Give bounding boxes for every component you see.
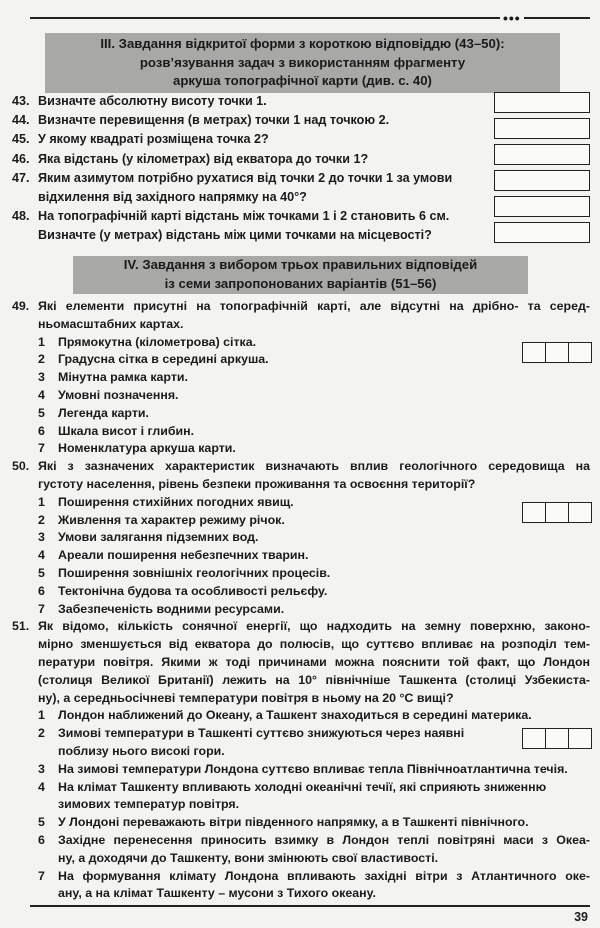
option-text-line: Умовні позначення. [58, 387, 179, 402]
bottom-rule [30, 905, 590, 907]
answer-cell[interactable] [523, 343, 546, 362]
question-number: 43. [12, 94, 30, 108]
header-dots: ••• [500, 12, 524, 24]
answer-option [12, 387, 590, 405]
option-text-line: Лондон наближений до Океану, а Ташкент знаходиться в середині материка. [58, 708, 532, 723]
page-number: 39 [574, 910, 588, 924]
answer-cell[interactable] [569, 503, 591, 522]
question-text-line: ньомасштабних картах. [38, 316, 184, 331]
heading-line: IV. Завдання з вибором трьох правильних відповідей [123, 257, 478, 272]
answer-cell[interactable] [546, 343, 569, 362]
heading-line: із семи запропонованих варіантів (51–56) [164, 275, 437, 291]
question [12, 458, 590, 494]
question-text-line: Визначте абсолютну висоту точки 1. [38, 94, 267, 108]
question-text-line: Які елементи присутні на топографічній карті, але відсутні на дрібно- та серед- [38, 299, 590, 313]
answer-box-48[interactable] [494, 222, 590, 243]
answer-option [12, 779, 590, 815]
option-text-line: Легенда карти. [58, 405, 149, 420]
heading-line: аркуша топографічної карти (див. с. 40) [173, 73, 432, 88]
answer-cell[interactable] [546, 503, 569, 522]
question-text-line: Які з зазначених характеристик визначають вплив геологічного середовища на [38, 459, 590, 474]
option-number: 4 [38, 779, 45, 794]
option-text-line: Шкала висот і глибин. [58, 423, 195, 438]
option-number: 3 [38, 761, 45, 776]
heading-line: розв’язування задач з використанням фрагменту [139, 54, 466, 70]
option-number: 6 [38, 832, 45, 847]
option-text-line: поблизу нього високі гори. [58, 743, 225, 758]
option-number: 1 [38, 494, 45, 509]
question-number: 46. [12, 151, 30, 166]
option-text-line: Поширення зовнішніх геологічних процесів. [58, 565, 331, 580]
answer-box-47[interactable] [494, 196, 590, 217]
option-text-line: На клімат Ташкенту впливають холодні океанічні течії, які сприяють зниженню [58, 779, 547, 794]
question-text-line: У якому квадраті розміщена точка 2? [38, 132, 269, 147]
question [12, 298, 590, 334]
question-number: 48. [12, 209, 30, 224]
option-number: 7 [38, 601, 45, 616]
option-text-line: На зимові температури Лондона суттєво впливає тепла Північноатлантична течія. [58, 761, 568, 776]
option-text-line: ну, а доходячи до Ташкенту, вони змінюють свої властивості. [58, 850, 439, 865]
option-number: 6 [38, 583, 45, 598]
option-text-line: Живлення та характер режиму річок. [58, 512, 285, 527]
question [12, 130, 487, 149]
section-3-heading [45, 33, 560, 93]
option-text-line: Західне перенесення приносить взимку в Лондон теплі повітряні маси з Океа- [58, 832, 590, 847]
answer-boxes-51[interactable] [522, 728, 592, 749]
option-text-line: У Лондоні переважають вітри південного напрямку, а в Ташкенті північного. [58, 815, 529, 830]
question [12, 618, 590, 707]
answer-option [12, 725, 590, 761]
section-4-questions [12, 298, 590, 903]
answer-boxes-50[interactable] [522, 502, 592, 523]
answer-box-45[interactable] [494, 144, 590, 165]
answer-box-44[interactable] [494, 118, 590, 139]
option-text-line: Мінутна рамка карти. [58, 370, 188, 385]
answer-option [12, 440, 590, 458]
option-number: 2 [38, 726, 45, 741]
answer-option [12, 547, 590, 565]
answer-option [12, 583, 590, 601]
answer-option [12, 423, 590, 441]
question-number: 45. [12, 132, 30, 147]
question-text-line: На топографічній карті відстань між точками 1 і 2 становить 6 см. [38, 209, 450, 224]
question-text-line: відхилення від західного напрямку на 40°? [38, 190, 307, 205]
question-text-line: (столиця Великої Британії) лежить на 10° північніше Ташкента (столиці Узбекиста- [38, 672, 590, 687]
heading-line: ІІІ. Завдання відкритої форми з короткою відповіддю (43–50): [100, 36, 505, 51]
option-number: 1 [38, 708, 45, 723]
answer-option [12, 761, 590, 779]
option-text-line: Прямокутна (кілометрова) сітка. [58, 334, 257, 349]
question-number: 51. [12, 619, 30, 634]
option-text-line: зимових температур повітря. [58, 797, 240, 812]
section-3-questions [12, 92, 487, 246]
question-text-line: Визначте (у метрах) відстань між цими точками на місцевості? [38, 228, 432, 243]
question-text-line: ператури повітря. Якими ж тоді причинами можна пояснити той факт, що Лондон [38, 654, 590, 669]
question [12, 207, 487, 245]
option-number: 6 [38, 423, 45, 438]
answer-option [12, 512, 590, 530]
answer-box-46[interactable] [494, 170, 590, 191]
option-text-line: Зимові температури в Ташкенті суттєво знижуються через наявні [58, 726, 465, 741]
answer-cell[interactable] [569, 343, 591, 362]
option-text-line: Забезпеченість водними ресурсами. [58, 601, 285, 616]
answer-cell[interactable] [523, 729, 546, 748]
answer-cell[interactable] [569, 729, 591, 748]
option-number: 4 [38, 548, 45, 563]
option-text-line: Ареали поширення небезпечних тварин. [58, 548, 309, 563]
answer-option [12, 814, 590, 832]
question-number: 50. [12, 459, 30, 474]
answer-cell[interactable] [523, 503, 546, 522]
answer-option [12, 832, 590, 868]
option-text-line: Умови залягання підземних вод. [58, 530, 259, 545]
answer-option [12, 369, 590, 387]
option-text-line: Градусна сітка в середині аркуша. [58, 352, 269, 367]
answer-boxes-49[interactable] [522, 342, 592, 363]
answer-option [12, 529, 590, 547]
question-text-line: Визначте перевищення (в метрах) точки 1 над точкою 2. [38, 113, 390, 128]
answer-option [12, 601, 590, 619]
question-text-line: густоту населення, рівень безпеки проживання та освоєння території? [38, 476, 476, 491]
option-number: 5 [38, 815, 45, 830]
answer-cell[interactable] [546, 729, 569, 748]
answer-option [12, 405, 590, 423]
question-text-line: ну), а середньосічневі температури повітря в ньому на 20 °C вищі? [38, 690, 454, 705]
question-number: 44. [12, 113, 30, 128]
question [12, 150, 487, 169]
question-text-line: Як відомо, кількість сонячної енергії, що надходить на земну поверхню, законо- [38, 619, 590, 634]
section-4-heading [73, 256, 528, 294]
option-number: 2 [38, 512, 45, 527]
question [12, 92, 487, 111]
option-number: 5 [38, 565, 45, 580]
question-number: 47. [12, 170, 30, 185]
option-text-line: ану, а на клімат Ташкенту – мусони з Тихого океану. [58, 886, 376, 901]
option-text-line: Тектонічна будова та особливості рельєфу. [58, 583, 328, 598]
answer-box-43[interactable] [494, 92, 590, 113]
question-number: 49. [12, 299, 30, 313]
option-text-line: На формування клімату Лондона впливають західні вітри з Атлантичного оке- [58, 868, 590, 883]
option-text-line: Поширення стихійних погодних явищ. [58, 494, 294, 509]
option-number: 4 [38, 387, 45, 402]
option-number: 3 [38, 370, 45, 385]
answer-option [12, 707, 590, 725]
option-number: 5 [38, 405, 45, 420]
answer-option [12, 868, 590, 904]
option-text-line: Номенклатура аркуша карти. [58, 441, 236, 456]
question-text-line: Яким азимутом потрібно рухатися від точки 2 до точки 1 за умови [38, 170, 453, 185]
answer-option [12, 351, 590, 369]
option-number: 7 [38, 441, 45, 456]
question [12, 111, 487, 130]
answer-option [12, 334, 590, 352]
answer-option [12, 565, 590, 583]
option-number: 3 [38, 530, 45, 545]
question [12, 169, 487, 207]
option-number: 1 [38, 334, 45, 349]
option-number: 2 [38, 352, 45, 367]
question-text-line: мірно зменшується від екватора до полюсів, що суттєво впливає на розподіл тем- [38, 637, 590, 652]
question-text-line: Яка відстань (у кілометрах) від екватора до точки 1? [38, 151, 369, 166]
option-number: 7 [38, 868, 45, 883]
answer-option [12, 494, 590, 512]
